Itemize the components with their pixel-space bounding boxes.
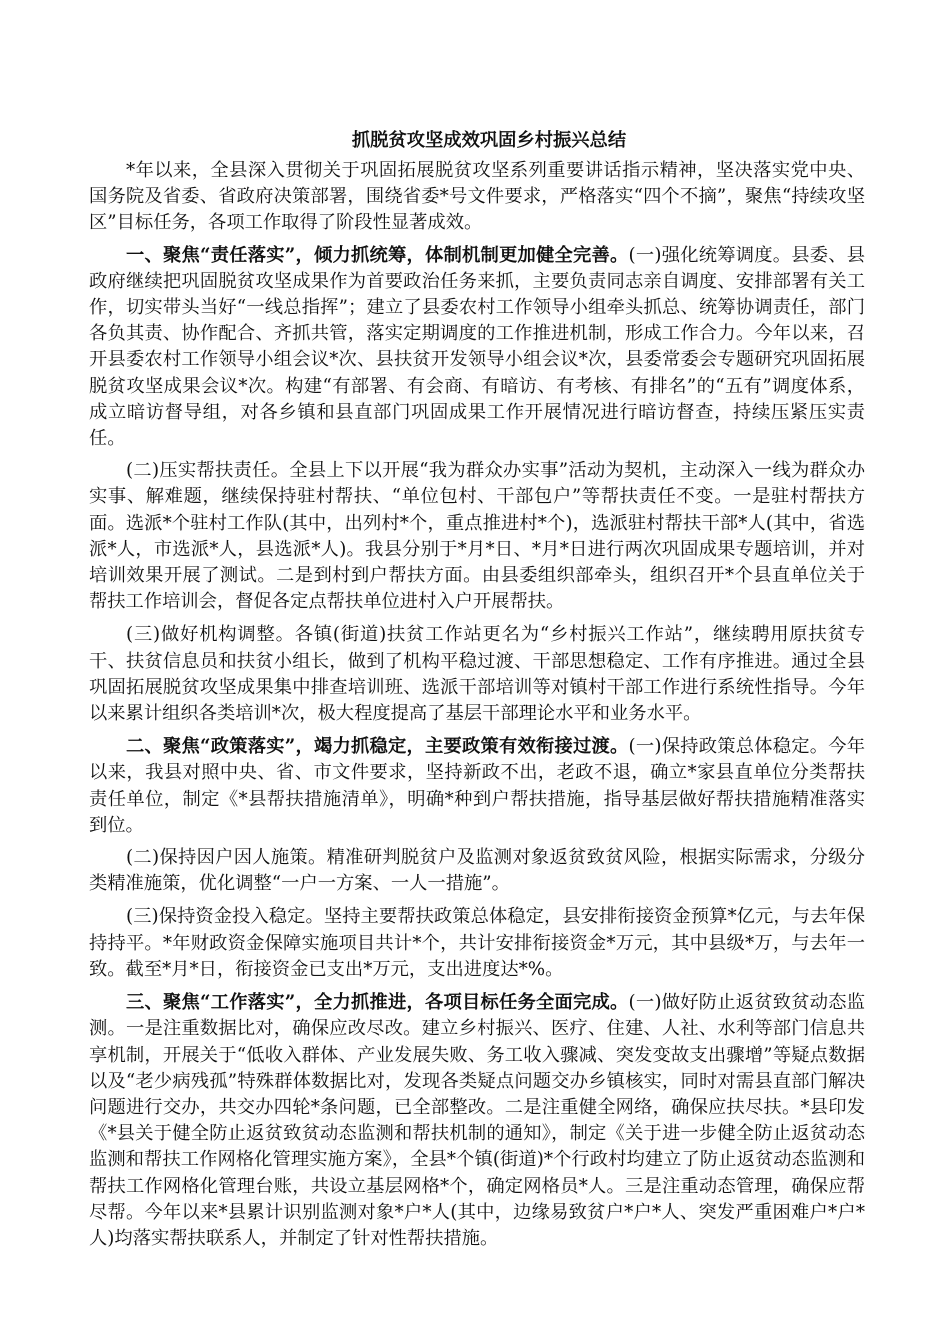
section-2-paragraph	[89, 734, 865, 839]
section-3-heading: 三、聚焦“工作落实”，全力抓推进，各项目标任务全面完成。	[126, 992, 629, 1014]
section-2-subparagraph-3: (三)保持资金投入稳定。坚持主要帮扶政策总体稳定，县安排衔接资金预算*亿元，与去年保持持平。*年财政资金保障实施项目共计*个，共计安排衔接资金*万元，其中县级*万，与去年一致。截至*月*日，衔接资金已支出*万元，支出进度达*%。	[89, 906, 865, 980]
intro-paragraph: *年以来，全县深入贯彻关于巩固拓展脱贫攻坚系列重要讲话指示精神，坚决落实党中央、国务院及省委、省政府决策部署，围绕省委*号文件要求，严格落实“四个不摘”，聚焦“持续攻坚区”目标任务，各项工作取得了阶段性显著成效。	[89, 160, 865, 234]
document-title: 抓脱贫攻坚成效巩固乡村振兴总结	[351, 130, 627, 151]
section-3-body: (一)做好防止返贫致贫动态监测。一是注重数据比对，确保应改尽改。建立乡村振兴、医疗、住建、人社、水利等部门信息共享机制，开展关于“低收入群体、产业发展失败、务工收入骤减、突发变故支出骤增”等疑点数据以及“老少病残孤”特殊群体数据比对，发现各类疑点问题交办乡镇核实，同时对需县直部门解决问题进行交办，共交办四轮*条问题，已全部整改。二是注重健全网络，确保应扶尽扶。*县印发《*县关于健全防止返贫致贫动态监测和帮扶机制的通知》，制定《关于进一步健全防止返贫动态监测和帮扶工作网格化管理实施方案》，全县*个镇(街道)*个行政村均建立了防止返贫动态监测和帮扶工作网格化管理台账，共设立基层网格*个，确定网格员*人。三是注重动态管理，确保应帮尽帮。今年以来*县累计识别监测对象*户*人(其中，边缘易致贫户*户*人、突发严重困难户*户*人)均落实帮扶联系人，并制定了针对性帮扶措施。	[89, 992, 865, 1249]
section-3-paragraph	[89, 990, 865, 1252]
section-2-body: (一)保持政策总体稳定。今年以来，我县对照中央、省、市文件要求，坚持新政不出，老政不退，确立*家县直单位分类帮扶责任单位，制定《*县帮扶措施清单》，明确*种到户帮扶措施，指导基层做好帮扶措施精准落实到位。	[89, 736, 865, 836]
section-1-subparagraph-2: (二)压实帮扶责任。全县上下以开展“我为群众办实事”活动为契机，主动深入一线为群众办实事、解难题，继续保持驻村帮扶、“单位包村、干部包户”等帮扶责任不变。一是驻村帮扶方面。选派*个驻村工作队(其中，出列村*个，重点推进村*个)，选派驻村帮扶干部*人(其中，省选派*人，市选派*人，县选派*人)。我县分别于*月*日、*月*日进行两次巩固成果专题培训，并对培训效果开展了测试。二是到村到户帮扶方面。由县委组织部牵头，组织召开*个县直单位关于帮扶工作培训会，督促各定点帮扶单位进村入户开展帮扶。	[89, 460, 865, 613]
section-1-body: (一)强化统筹调度。县委、县政府继续把巩固脱贫攻坚成果作为首要政治任务来抓，主要负责同志亲自调度、安排部署有关工作，切实带头当好“一线总指挥”；建立了县委农村工作领导小组牵头抓总、统筹协调责任，部门各负其责、协作配合、齐抓共管，落实定期调度的工作推进机制，形成工作合力。今年以来，召开县委农村工作领导小组会议*次、县扶贫开发领导小组会议*次，县委常委会专题研究巩固拓展脱贫攻坚成果会议*次。构建“有部署、有会商、有暗访、有考核、有排名”的“五有”调度体系，成立暗访督导组，对各乡镇和县直部门巩固成果工作开展情况进行暗访督查，持续压紧压实责任。	[89, 244, 865, 450]
section-1-paragraph	[89, 243, 865, 453]
document-page	[89, 128, 865, 1258]
section-1-subparagraph-3: (三)做好机构调整。各镇(街道)扶贫工作站更名为“乡村振兴工作站”，继续聘用原扶贫专干、扶贫信息员和扶贫小组长，做到了机构平稳过渡、干部思想稳定、工作有序推进。通过全县巩固拓展脱贫攻坚成果集中排查培训班、选派干部培训等对镇村干部工作进行系统性指导。今年以来累计组织各类培训*次，极大程度提高了基层干部理论水平和业务水平。	[89, 624, 865, 725]
section-2-subparagraph-2: (二)保持因户因人施策。精准研判脱贫户及监测对象返贫致贫风险，根据实际需求，分级分类精准施策，优化调整“一户一方案、一人一措施”。	[89, 847, 865, 895]
section-2-heading: 二、聚焦“政策落实”，竭力抓稳定，主要政策有效衔接过渡。	[126, 736, 629, 758]
section-1-heading: 一、聚焦“责任落实”，倾力抓统筹，体制机制更加健全完善。	[126, 244, 629, 266]
